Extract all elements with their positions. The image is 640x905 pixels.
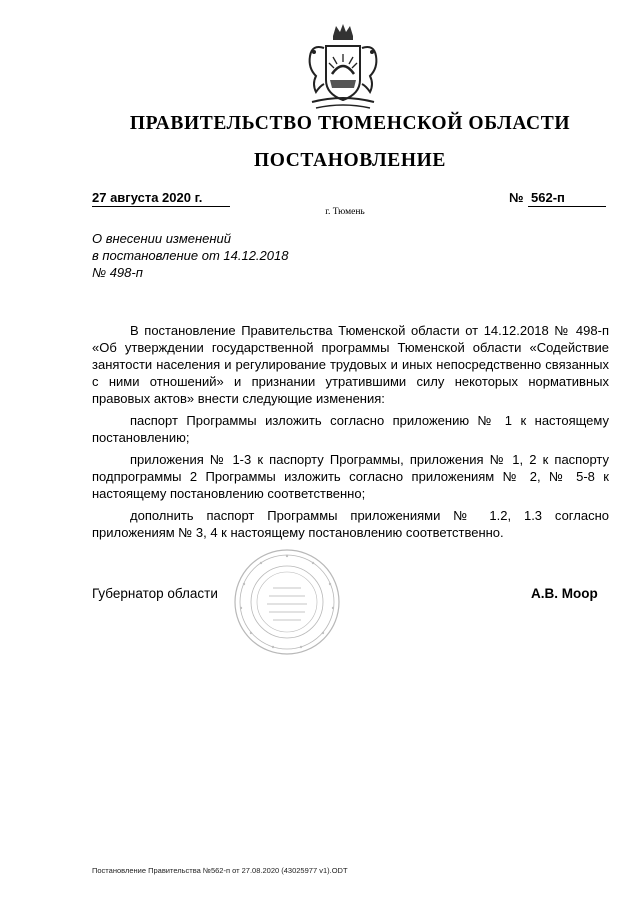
body-paragraph: паспорт Программы изложить согласно приложению № 1 к настоящему постановлению; [92,413,609,445]
document-footer: Постановление Правительства №562-п от 27.08.2020 (43025977 v1).ODT [92,866,348,875]
document-subject [92,230,352,281]
document-type: ПОСТАНОВЛЕНИЕ [253,150,447,171]
document-body [92,322,609,546]
organization-title: ПРАВИТЕЛЬСТВО ТЮМЕНСКОЙ ОБЛАСТИ [129,113,571,134]
document-city: г. Тюмень [325,207,365,217]
subject-line: в постановление от 14.12.2018 [92,248,289,263]
document-number-label: № [509,190,524,205]
subject-line: № 498-п [92,265,143,280]
subject-line: О внесении изменений [92,231,231,246]
body-paragraph: приложения № 1-3 к паспорту Программы, приложения № 1, 2 к паспорту подпрограммы 2 Программы изложить согласно приложениям № 2, № 5-8 к настоящему постановлению соответственно; [92,452,609,501]
body-paragraph: дополнить паспорт Программы приложениями № 1.2, 1.3 согласно приложениям № 3, 4 к настоящему постановлению соответственно. [92,508,609,540]
body-paragraph: В постановление Правительства Тюменской области от 14.12.2018 № 498-п «Об утверждении государственной программы Тюменской области «Содействие занятости населения и регулирование трудовых и иных непосредственно связанных с ними отношений» и признании утратившими силу некоторых нормативных правовых актов» внести следующие изменения: [92,323,609,406]
signer-name: А.В. Моор [531,586,598,601]
official-seal-icon [233,548,341,656]
coat-of-arms-icon [300,22,386,114]
document-date: 27 августа 2020 г. [92,190,230,207]
document-number: 562-п [528,190,606,207]
signer-position: Губернатор области [92,586,218,601]
